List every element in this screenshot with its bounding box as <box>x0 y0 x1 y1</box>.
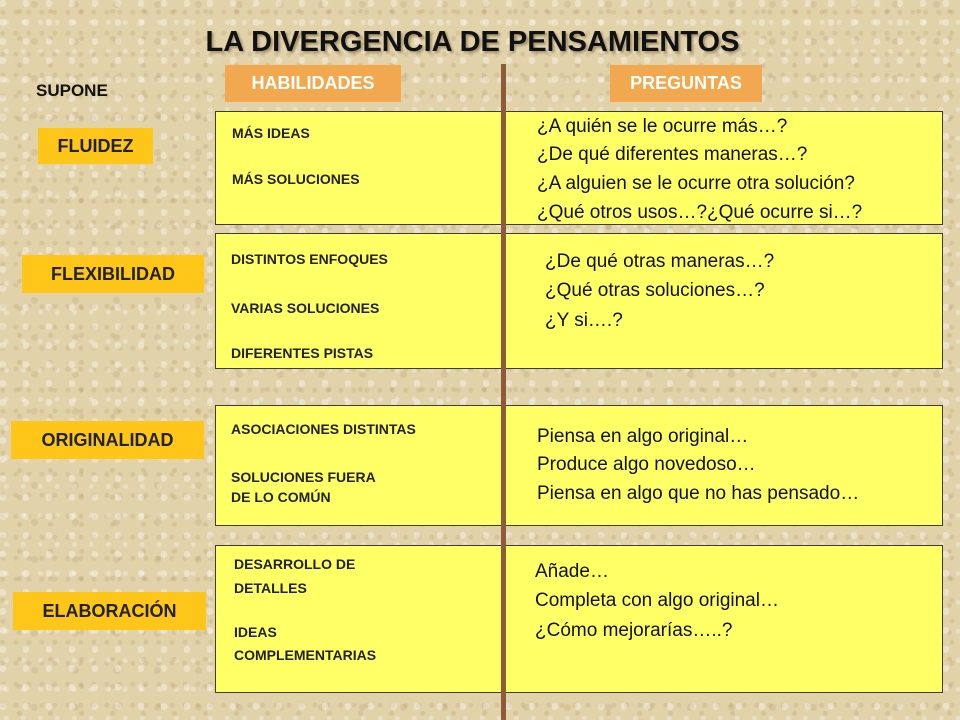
habilidad-item: DIFERENTES PISTAS <box>231 345 374 361</box>
pregunta-item: ¿De qué diferentes maneras…? <box>537 144 808 165</box>
pregunta-item: ¿A quién se le ocurre más…? <box>537 116 788 137</box>
header-preguntas: PREGUNTAS <box>610 65 762 102</box>
pregunta-item: ¿De qué otras maneras…? <box>545 251 775 272</box>
habilidad-item: DETALLES <box>234 580 307 596</box>
supone-label: SUPONE <box>36 81 108 100</box>
pregunta-item: Piensa en algo que no has pensado… <box>537 483 860 504</box>
pregunta-item: ¿Cómo mejorarías…..? <box>535 620 733 641</box>
habilidad-item: IDEAS <box>234 624 277 640</box>
label-originalidad: ORIGINALIDAD <box>11 421 204 459</box>
habilidad-item: SOLUCIONES FUERA <box>231 469 376 485</box>
pregunta-item: Añade… <box>535 561 609 582</box>
pregunta-item: Piensa en algo original… <box>537 426 749 447</box>
row-box-elaboracion <box>215 545 943 693</box>
habilidad-item: MÁS IDEAS <box>232 125 310 141</box>
row-box-fluidez <box>215 111 943 225</box>
pregunta-item: ¿A alguien se le ocurre otra solución? <box>537 173 855 194</box>
label-flexibilidad: FLEXIBILIDAD <box>22 255 204 293</box>
pregunta-item: ¿Qué otros usos…?¿Qué ocurre si…? <box>537 202 863 223</box>
center-divider <box>501 64 506 720</box>
habilidad-item: DISTINTOS ENFOQUES <box>231 251 388 267</box>
habilidad-item: DESARROLLO DE <box>234 556 356 572</box>
label-elaboracion: ELABORACIÓN <box>13 592 206 630</box>
pregunta-item: Produce algo novedoso… <box>537 454 756 475</box>
habilidad-item: DE LO COMÚN <box>231 489 331 505</box>
pregunta-item: Completa con algo original… <box>535 590 779 611</box>
pregunta-item: ¿Y si….? <box>545 310 623 331</box>
label-fluidez: FLUIDEZ <box>38 128 153 164</box>
pregunta-item: ¿Qué otras soluciones…? <box>545 280 765 301</box>
page-title: LA DIVERGENCIA DE PENSAMIENTOS <box>205 26 740 58</box>
habilidad-item: VARIAS SOLUCIONES <box>231 300 380 316</box>
header-habilidades: HABILIDADES <box>225 65 401 102</box>
row-box-flexibilidad <box>215 233 943 369</box>
habilidad-item: MÁS SOLUCIONES <box>232 171 360 187</box>
row-box-originalidad <box>215 405 943 526</box>
habilidad-item: ASOCIACIONES DISTINTAS <box>231 421 416 437</box>
habilidad-item: COMPLEMENTARIAS <box>234 647 377 663</box>
